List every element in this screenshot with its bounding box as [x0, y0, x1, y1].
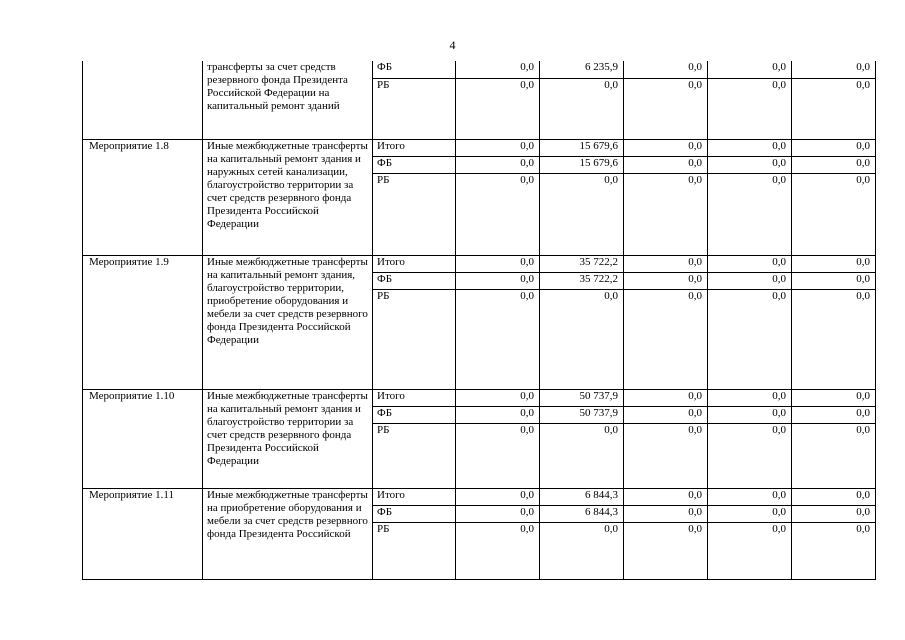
amount-cell: 0,0 [792, 522, 876, 579]
amount-cell: 0,0 [708, 406, 792, 423]
amount-cell: 0,0 [792, 289, 876, 389]
amount-cell: 0,0 [624, 78, 708, 139]
amount-cell: 0,0 [624, 272, 708, 289]
funding-source: РБ [373, 423, 456, 488]
amount-cell: 50 737,9 [540, 406, 624, 423]
funding-source: ФБ [373, 406, 456, 423]
amount-cell: 0,0 [624, 389, 708, 406]
amount-cell: 0,0 [456, 289, 540, 389]
amount-cell: 0,0 [624, 61, 708, 78]
amount-cell: 0,0 [792, 406, 876, 423]
amount-cell: 0,0 [708, 61, 792, 78]
amount-cell: 0,0 [792, 173, 876, 255]
amount-cell: 15 679,6 [540, 156, 624, 173]
amount-cell: 0,0 [624, 522, 708, 579]
amount-cell: 0,0 [792, 156, 876, 173]
amount-cell: 0,0 [456, 78, 540, 139]
amount-cell: 0,0 [708, 156, 792, 173]
funding-source: РБ [373, 173, 456, 255]
funding-source: РБ [373, 289, 456, 389]
funding-source: РБ [373, 522, 456, 579]
measure-name: Мероприятие 1.10 [83, 389, 203, 488]
amount-cell: 0,0 [456, 272, 540, 289]
amount-cell: 0,0 [792, 389, 876, 406]
amount-cell: 0,0 [708, 272, 792, 289]
measure-description: Иные межбюджетные трансферты на капитальный ремонт здания и благоустройство территории за счет средств резервного фонда Президента Российской Федерации [203, 389, 373, 488]
budget-table [82, 61, 876, 580]
amount-cell: 0,0 [540, 423, 624, 488]
table-row [83, 389, 876, 406]
amount-cell: 0,0 [624, 423, 708, 488]
amount-cell: 0,0 [624, 139, 708, 156]
amount-cell: 35 722,2 [540, 255, 624, 272]
amount-cell: 0,0 [792, 139, 876, 156]
measure-name: Мероприятие 1.11 [83, 488, 203, 579]
amount-cell: 0,0 [792, 423, 876, 488]
funding-source: Итого [373, 488, 456, 505]
measure-description: Иные межбюджетные трансферты на капитальный ремонт здания и наружных сетей канализации, благоустройство территории за счет средств резервного фонда Президента Российской Федерации [203, 139, 373, 255]
measure-description: трансферты за счет средств резервного фонда Президента Российской Федерации на капитальный ремонт зданий [203, 61, 373, 139]
measure-description: Иные межбюджетные трансферты на приобретение оборудования и мебели за счет средств резервного фонда Президента Российской [203, 488, 373, 579]
funding-source: Итого [373, 139, 456, 156]
amount-cell: 0,0 [708, 505, 792, 522]
measure-description: Иные межбюджетные трансферты на капитальный ремонт здания, благоустройство территории, приобретение оборудования и мебели за счет средств резервного фонда Президента Российской Федерации [203, 255, 373, 389]
funding-source: ФБ [373, 61, 456, 78]
amount-cell: 0,0 [708, 389, 792, 406]
amount-cell: 0,0 [540, 522, 624, 579]
amount-cell: 0,0 [708, 488, 792, 505]
measure-name: Мероприятие 1.9 [83, 255, 203, 389]
amount-cell: 0,0 [792, 255, 876, 272]
table-row [83, 61, 876, 78]
measure-name: Мероприятие 1.8 [83, 139, 203, 255]
amount-cell: 0,0 [624, 406, 708, 423]
amount-cell: 0,0 [456, 61, 540, 78]
amount-cell: 50 737,9 [540, 389, 624, 406]
amount-cell: 6 235,9 [540, 61, 624, 78]
amount-cell: 0,0 [624, 488, 708, 505]
amount-cell: 6 844,3 [540, 488, 624, 505]
amount-cell: 0,0 [624, 505, 708, 522]
amount-cell: 0,0 [792, 505, 876, 522]
amount-cell: 0,0 [456, 255, 540, 272]
amount-cell: 0,0 [624, 156, 708, 173]
funding-source: ФБ [373, 505, 456, 522]
amount-cell: 0,0 [708, 289, 792, 389]
funding-source: РБ [373, 78, 456, 139]
amount-cell: 6 844,3 [540, 505, 624, 522]
amount-cell: 0,0 [708, 173, 792, 255]
amount-cell: 0,0 [708, 255, 792, 272]
amount-cell: 0,0 [456, 139, 540, 156]
amount-cell: 0,0 [792, 61, 876, 78]
amount-cell: 0,0 [456, 173, 540, 255]
amount-cell: 0,0 [456, 488, 540, 505]
amount-cell: 35 722,2 [540, 272, 624, 289]
amount-cell: 0,0 [708, 522, 792, 579]
amount-cell: 0,0 [708, 423, 792, 488]
funding-source: ФБ [373, 156, 456, 173]
amount-cell: 0,0 [456, 423, 540, 488]
measure-name [83, 61, 203, 139]
amount-cell: 0,0 [456, 406, 540, 423]
amount-cell: 0,0 [540, 78, 624, 139]
amount-cell: 0,0 [708, 139, 792, 156]
amount-cell: 0,0 [456, 389, 540, 406]
page-number: 4 [449, 38, 456, 52]
amount-cell: 0,0 [456, 522, 540, 579]
amount-cell: 0,0 [540, 173, 624, 255]
funding-source: Итого [373, 255, 456, 272]
amount-cell: 0,0 [456, 156, 540, 173]
amount-cell: 0,0 [792, 488, 876, 505]
amount-cell: 0,0 [624, 289, 708, 389]
table-row [83, 139, 876, 156]
table-row [83, 255, 876, 272]
amount-cell: 0,0 [456, 505, 540, 522]
amount-cell: 0,0 [792, 78, 876, 139]
amount-cell: 0,0 [792, 272, 876, 289]
funding-source: Итого [373, 389, 456, 406]
amount-cell: 15 679,6 [540, 139, 624, 156]
amount-cell: 0,0 [708, 78, 792, 139]
table-row [83, 488, 876, 505]
funding-source: ФБ [373, 272, 456, 289]
amount-cell: 0,0 [624, 173, 708, 255]
amount-cell: 0,0 [540, 289, 624, 389]
amount-cell: 0,0 [624, 255, 708, 272]
